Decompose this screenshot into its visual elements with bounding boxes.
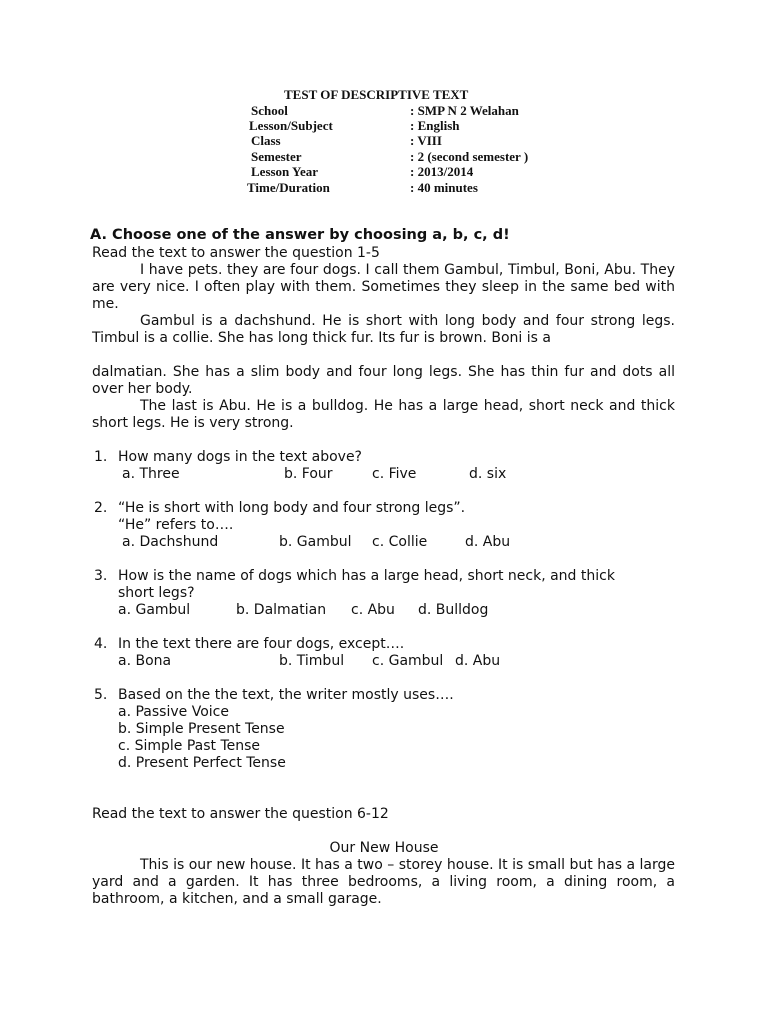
reading-paragraph-2: Gambul is a dachshund. He is short with long body and four strong legs. Timbul is a collie. She has long thick fur. Its fur is brown. Boni is a (92, 313, 675, 346)
header-row-school (0, 103, 768, 119)
option-a[interactable]: a. Gambul (118, 602, 191, 618)
option-d[interactable]: d. Abu (455, 653, 501, 669)
header-label: Lesson/Subject (249, 118, 333, 133)
header-value: : VIII (410, 133, 442, 148)
option-b[interactable]: b. Four (284, 466, 333, 482)
question-text: short legs? (118, 585, 195, 601)
header-value: : 40 minutes (410, 180, 478, 195)
question-text: In the text there are four dogs, except…. (118, 636, 405, 652)
option-c[interactable]: c. Collie (372, 534, 428, 550)
header-row-semester (0, 149, 768, 165)
option-d[interactable]: d. six (469, 466, 507, 482)
question-number: 2. (94, 500, 108, 516)
test-title: TEST OF DESCRIPTIVE TEXT (284, 87, 469, 102)
header-value: : SMP N 2 Welahan (410, 103, 519, 118)
option-b[interactable]: b. Simple Present Tense (118, 721, 285, 737)
option-d[interactable]: d. Present Perfect Tense (118, 755, 286, 771)
header-label: Semester (251, 149, 302, 164)
option-a[interactable]: a. Bona (118, 653, 172, 669)
option-d[interactable]: d. Bulldog (418, 602, 489, 618)
reading-paragraph-1: I have pets. they are four dogs. I call them Gambul, Timbul, Boni, Abu. They are very nice. I often play with them. Sometimes they sleep in the same bed with me. (92, 262, 675, 312)
question-text: Based on the the text, the writer mostly uses…. (118, 687, 454, 703)
question-number: 4. (94, 636, 108, 652)
header-row-class (0, 133, 768, 149)
question-text: How many dogs in the text above? (118, 449, 362, 465)
reading-paragraph-3: dalmatian. She has a slim body and four long legs. She has thin fur and dots all over her body. (92, 364, 675, 397)
question-text: “He” refers to…. (118, 517, 234, 533)
question-text: How is the name of dogs which has a large head, short neck, and thick (118, 568, 615, 584)
header-label: Lesson Year (251, 164, 319, 179)
reading-paragraph-house: This is our new house. It has a two – storey house. It is small but has a large yard and a garden. It has three bedrooms, a living room, a dining room, a bathroom, a kitchen, and a small garage. (92, 857, 675, 907)
option-b[interactable]: b. Timbul (279, 653, 345, 669)
header-row-lesson-year (0, 164, 768, 180)
header-value: : 2 (second semester ) (410, 149, 529, 164)
question-number: 5. (94, 687, 108, 703)
header-value: : English (410, 118, 460, 133)
header-label: Time/Duration (247, 180, 330, 195)
header-row-duration (0, 180, 768, 196)
section-a-title: A. Choose one of the answer by choosing a, b, c, d! (90, 227, 510, 243)
option-c[interactable]: c. Gambul (372, 653, 444, 669)
question-number: 3. (94, 568, 108, 584)
question-number: 1. (94, 449, 108, 465)
reading-title: Our New House (329, 840, 439, 856)
header-label: School (251, 103, 288, 118)
option-b[interactable]: b. Dalmatian (236, 602, 327, 618)
option-c[interactable]: c. Five (372, 466, 417, 482)
option-c[interactable]: c. Abu (351, 602, 395, 618)
option-a[interactable]: a. Passive Voice (118, 704, 229, 720)
option-a[interactable]: a. Three (122, 466, 180, 482)
section-b-instruction: Read the text to answer the question 6-12 (92, 806, 389, 822)
reading-paragraph-4: The last is Abu. He is a bulldog. He has a large head, short neck and thick short legs. He is very strong. (92, 398, 675, 431)
option-c[interactable]: c. Simple Past Tense (118, 738, 261, 754)
option-a[interactable]: a. Dachshund (122, 534, 219, 550)
option-b[interactable]: b. Gambul (279, 534, 352, 550)
question-text: “He is short with long body and four strong legs”. (118, 500, 466, 516)
header-value: : 2013/2014 (410, 164, 474, 179)
option-d[interactable]: d. Abu (465, 534, 511, 550)
header-row-subject (0, 118, 768, 134)
header-label: Class (251, 133, 281, 148)
section-a-instruction: Read the text to answer the question 1-5 (92, 245, 380, 261)
